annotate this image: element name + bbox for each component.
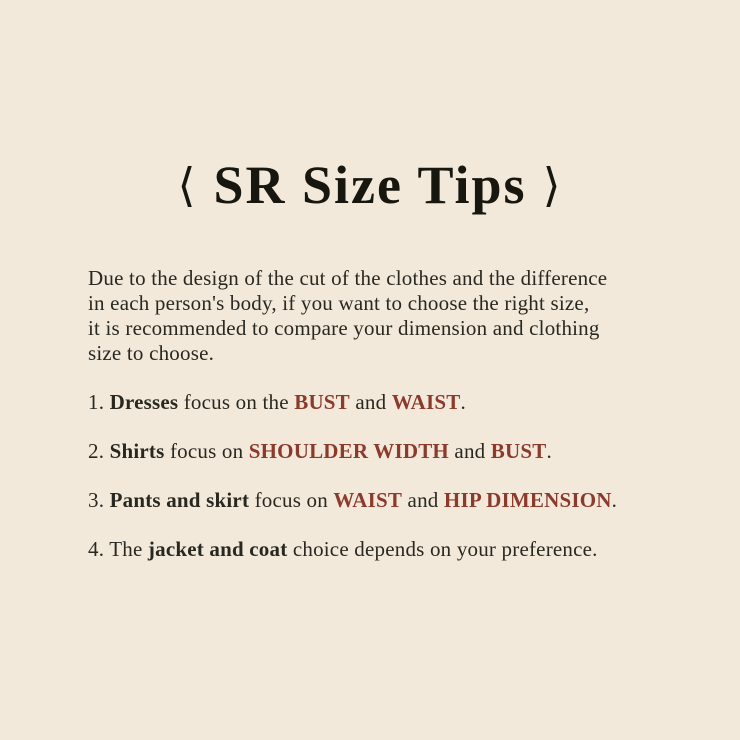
tip-segment-plain: and — [349, 390, 392, 414]
tip-segment-plain: . — [611, 488, 618, 512]
tip-segment-plain: 2. — [88, 439, 110, 463]
page-title-text: SR Size Tips — [213, 155, 527, 215]
tip-item-jacket-coat — [88, 537, 690, 562]
tip-segment-bold: jacket and coat — [147, 537, 288, 561]
tip-segment-plain: and — [448, 439, 491, 463]
tip-segment-plain: and — [402, 488, 444, 512]
tip-segment-plain: 4. The — [88, 537, 148, 561]
intro-line: Due to the design of the cut of the clothes and the difference — [88, 266, 608, 290]
tip-segment-accent: HIP DIMENSION — [443, 488, 612, 512]
tip-item-dresses — [88, 390, 690, 415]
tip-segment-plain: focus on the — [178, 390, 295, 414]
tip-segment-accent: BUST — [294, 390, 350, 414]
tip-segment-plain: 1. — [88, 390, 110, 414]
intro-paragraph — [88, 266, 690, 366]
tip-segment-plain: choice depends on your preference. — [287, 537, 598, 561]
page-title — [0, 152, 740, 220]
tip-segment-accent: SHOULDER WIDTH — [248, 439, 449, 463]
tip-segment-plain: . — [460, 390, 466, 414]
tip-segment-bold: Pants and skirt — [109, 488, 250, 512]
tip-segment-bold: Dresses — [109, 390, 179, 414]
tip-segment-plain: focus on — [164, 439, 249, 463]
intro-line: in each person's body, if you want to choose the right size, — [88, 291, 590, 315]
intro-line: it is recommended to compare your dimension and clothing — [88, 316, 600, 340]
tip-segment-bold: Shirts — [109, 439, 165, 463]
intro-line: size to choose. — [88, 341, 215, 365]
left-angle-bracket-icon: ⟨ — [177, 158, 198, 212]
tip-segment-plain: 3. — [88, 488, 110, 512]
tip-segment-accent: WAIST — [391, 390, 461, 414]
tip-item-shirts — [88, 439, 690, 464]
tip-segment-accent: WAIST — [333, 488, 403, 512]
tip-segment-plain: focus on — [249, 488, 334, 512]
tip-segment-accent: BUST — [490, 439, 547, 463]
tip-item-pants-skirt — [88, 488, 690, 513]
tips-list — [88, 390, 690, 586]
tip-segment-plain: . — [546, 439, 552, 463]
right-angle-bracket-icon: ⟩ — [542, 158, 563, 212]
